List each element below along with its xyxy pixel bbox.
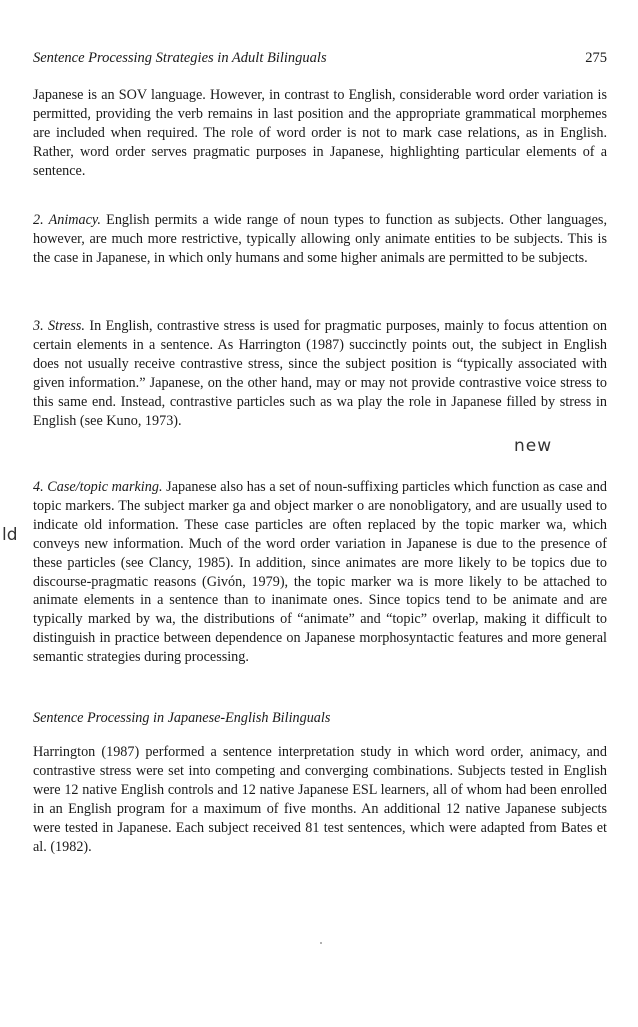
paragraph-text: Harrington (1987) performed a sentence interpretation study in which word order, animacy, and contrastive stress were set into competing and converging combinations. Subjects tested in English were 12 native English controls and 12 native Japanese ESL learners, all of whom had been enrolled in an English program for a maximum of five months. An additional 12 native Japanese subjects were tested in Japanese. Each subject received 81 test sentences, which were adapted from Bates et al. (1982). — [33, 744, 607, 855]
running-header — [33, 50, 607, 67]
paragraph-text: Japanese is an SOV language. However, in contrast to English, considerable word order variation is permitted, providing the verb remains in last position and the appropriate grammatical morphemes are included when required. The role of word order is not to mark case relations, as in English. Rather, word order serves pragmatic purposes in Japanese, highlighting particular elements of a sentence. — [33, 87, 607, 179]
page-number: 275 — [585, 50, 607, 66]
paragraph-animacy — [33, 211, 607, 268]
paragraph-text: In English, contrastive stress is used for pragmatic purposes, mainly to focus attention on certain elements in a sentence. As Harrington (1987) succinctly points out, the subject in English does not usually receive contrastive stress, since the subject position is “typically associated with given information.” Japanese, on the other hand, may or may not provide contrastive voice stress to this same end. Instead, contrastive particles such as wa play the role in Japanese filled by stress in English (see Kuno, 1973). — [33, 318, 608, 429]
paragraph-text: English permits a wide range of noun types to function as subjects. Other languages, however, are much more restrictive, typically allowing only animate entities to be subjects. This is the case in Japanese, in which only humans and some higher animals are permitted to be subjects. — [33, 212, 607, 266]
handwritten-note-new: new — [514, 436, 553, 456]
paragraph-stress — [33, 317, 607, 430]
paragraph-text: Japanese also has a set of noun-suffixing particles which function as case and topic markers. The subject marker ga and object marker o are nonobligatory, and are usually used to indicate old information. These case particles are often replaced by the topic marker wa, which conveys new information. Much of the word order variation in Japanese is due to the presence of these particles (see Clancy, 1985). In addition, since animates are more likely to be topics due to discourse-pragmatic reasons (Givón, 1979), the topic marker wa is more likely to be attached to animate elements in a sentence than to inanimate ones. Since topics tend to be animate and are typically marked by wa, the distributions of “animate” and “topic” overlap, making it difficult to distinguish in practice between dependence on Japanese morphosyntactic features and more general semantic strategies during processing. — [33, 479, 608, 666]
scan-speck — [320, 942, 322, 944]
paragraph-label: 4. Case/topic marking. — [33, 479, 163, 495]
section-heading: Sentence Processing in Japanese-English Bilinguals — [33, 710, 331, 726]
paragraph-harrington — [33, 743, 607, 856]
running-title: Sentence Processing Strategies in Adult Bilinguals — [33, 50, 327, 66]
paragraph-case-topic — [33, 478, 607, 667]
paragraph-sov — [33, 86, 607, 181]
handwritten-note-ld: ld — [2, 525, 18, 545]
paragraph-label: 3. Stress. — [33, 318, 85, 334]
paragraph-label: 2. Animacy. — [33, 212, 101, 228]
